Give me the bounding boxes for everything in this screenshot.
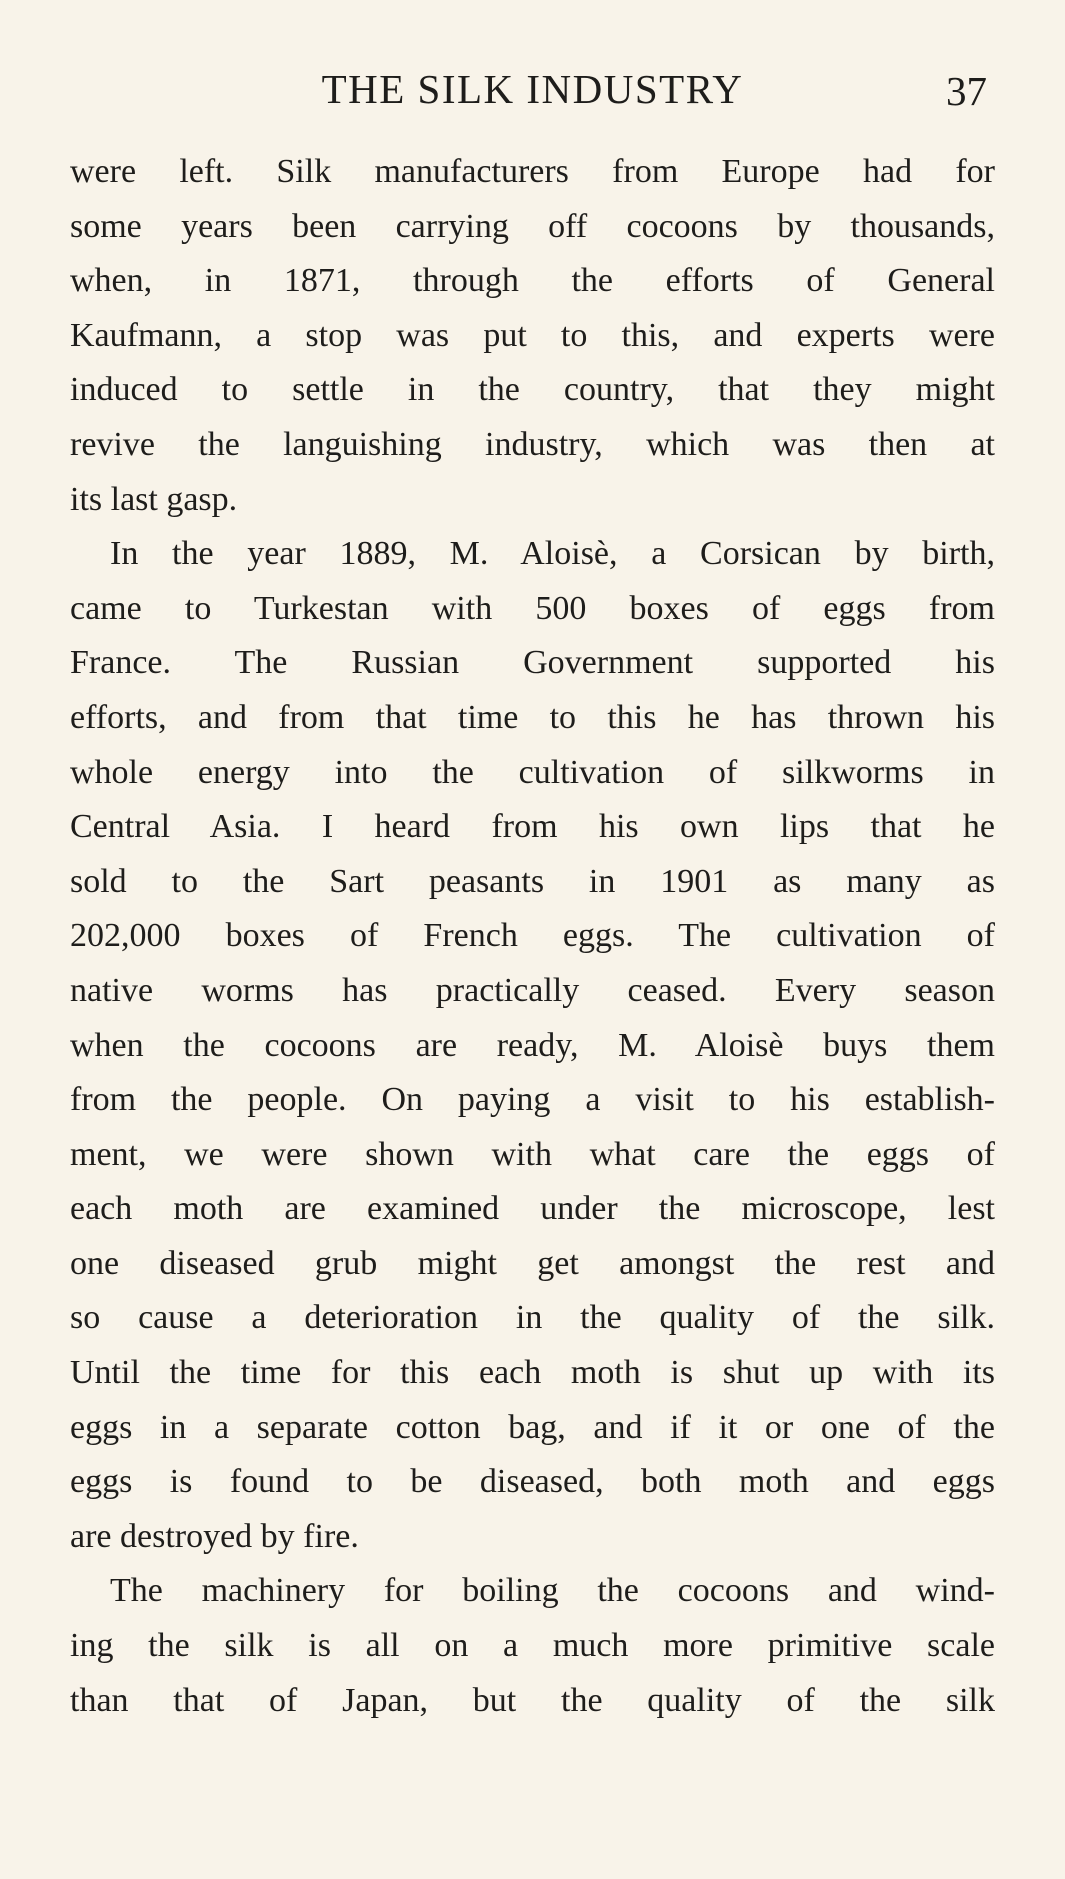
text-line: Central Asia. I heard from his own lips that he [70, 808, 995, 846]
text-line: some years been carrying off cocoons by thousands, [70, 207, 995, 245]
running-head [70, 64, 995, 114]
text-line: induced to settle in the country, that they might [70, 371, 995, 409]
text-line: are destroyed by fire. [70, 1517, 359, 1555]
text-line: France. The Russian Government supported his [70, 644, 995, 682]
text-line: each moth are examined under the microscope, lest [70, 1190, 995, 1228]
text-line: In the year 1889, M. Aloisè, a Corsican by birth, [110, 535, 995, 573]
text-line: were left. Silk manufacturers from Europe had for [70, 153, 995, 190]
text-line: revive the languishing industry, which was then at [70, 425, 995, 463]
text-line: 202,000 boxes of French eggs. The cultivation of [70, 917, 995, 955]
text-line: efforts, and from that time to this he has thrown his [70, 698, 995, 736]
text-line: Kaufmann, a stop was put to this, and experts were [70, 316, 995, 354]
text-line: than that of Japan, but the quality of the silk [70, 1681, 995, 1719]
text-line: when the cocoons are ready, M. Aloisè buys them [70, 1026, 995, 1064]
text-line: sold to the Sart peasants in 1901 as many as [70, 862, 995, 900]
text-line: so cause a deterioration in the quality of the silk. [70, 1299, 995, 1337]
text-line: one diseased grub might get amongst the rest and [70, 1244, 995, 1282]
text-line: came to Turkestan with 500 boxes of eggs from [70, 589, 995, 627]
text-line: ing the silk is all on a much more primitive scale [70, 1627, 995, 1665]
text-line: native worms has practically ceased. Every season [70, 971, 995, 1009]
body-text [70, 145, 995, 1728]
text-line: when, in 1871, through the efforts of General [70, 262, 995, 300]
text-line: ment, we were shown with what care the eggs of [70, 1135, 995, 1173]
text-line: its last gasp. [70, 480, 238, 518]
page-number: 37 [946, 68, 987, 114]
text-line: from the people. On paying a visit to his establish- [70, 1081, 995, 1119]
text-line: whole energy into the cultivation of silkworms in [70, 753, 995, 791]
text-line: eggs in a separate cotton bag, and if it or one of the [70, 1408, 995, 1446]
text-line: eggs is found to be diseased, both moth and eggs [70, 1463, 995, 1501]
text-line: The machinery for boiling the cocoons and wind- [110, 1572, 995, 1610]
text-line: Until the time for this each moth is shut up with its [70, 1354, 995, 1392]
running-title: THE SILK INDUSTRY [321, 66, 744, 112]
